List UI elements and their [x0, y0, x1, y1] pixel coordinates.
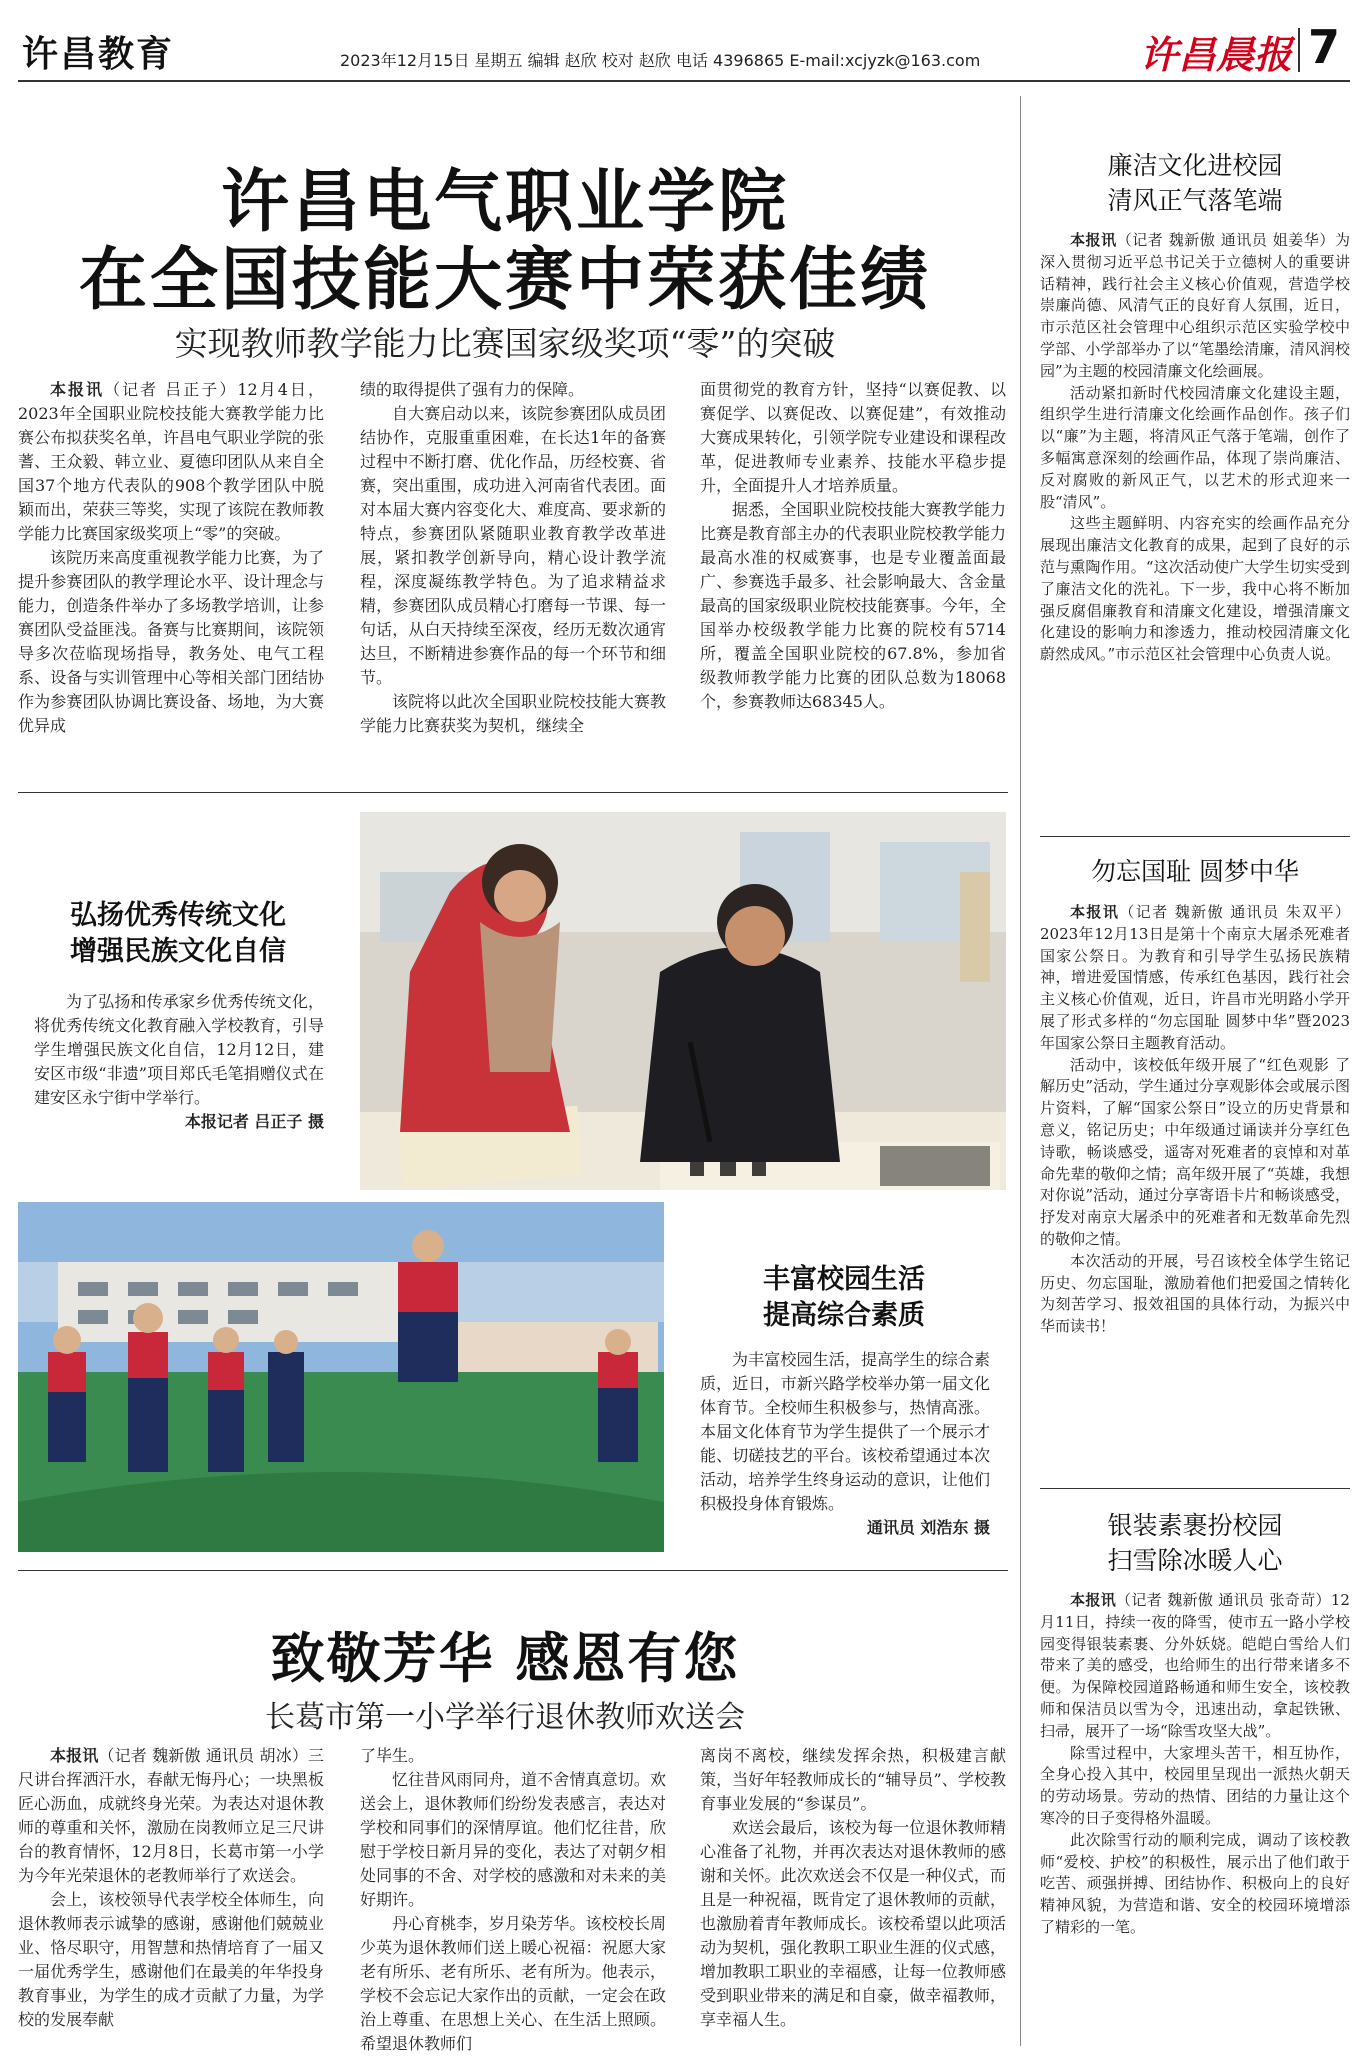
paragraph: 活动紧扣新时代校园清廉文化建设主题，组织学生进行清廉文化绘画作品创作。孩子们以“廉”为主题，将清风正气落于笔端，创作了多幅寓意深刻的绘画作品，体现了崇尚廉洁、反对腐败的新风正气，以艺术的形式迎来一股“清风”。 [1040, 383, 1350, 511]
paragraph: 这些主题鲜明、内容充实的绘画作品充分展现出廉洁文化教育的成果，起到了良好的示范与熏陶作用。“这次活动使广大学生切实受到了廉洁文化的洗礼。下一步，我中心将不断加强反腐倡廉教育和清廉文化建设，增强清廉文化建设的影响力和渗透力，推动校园清廉文化蔚然成风。”市示范区社会管理中心负责人说。 [1040, 514, 1350, 664]
header-info: 2023年12月15日 星期五 编辑 赵欣 校对 赵欣 电话 4396865 E-mail:xcjyzk@163.com [340, 51, 981, 70]
lead-subtitle: 实现教师教学能力比赛国家级奖项“零”的突破 [174, 324, 836, 363]
photo1-caption [34, 990, 324, 1134]
sidebar-story3-body [1040, 1590, 1350, 1939]
photo-credit: 通讯员 刘浩东 摄 [866, 1518, 990, 1537]
sidebar-story1-title [1040, 148, 1350, 218]
paragraph: （记者 魏新傲 通讯员 姐姜华）为深入贯彻习近平总书记关于立德树人的重要讲话精神，践行社会主义核心价值观，营造学校崇廉尚德、风清气正的良好育人氛围，近日，市示范区社会管理中心组织示范区实验学校中学部、小学部举办了以“笔墨绘清廉，清风润校园”为主题的校园清廉文化绘画展。 [1040, 231, 1350, 380]
paragraph: 自大赛启动以来，该院参赛团队成员团结协作，克服重重困难，在长达1年的备赛过程中不断打磨、优化作品，历经校赛、省赛，突出重围，成功进入河南省代表团。面对本届大赛内容变化大、难度高、要求新的特点，参赛团队紧随职业教育教学改革进展，紧扣教学创新导向，精心设计教学流程，深度凝练教学特色。为了追求精益求精，参赛团队成员精心打磨每一节课、每一句话，从白天持续至深夜，经历无数次通宵达旦，不断精进参赛作品的每一个环节和细节。 [360, 404, 666, 687]
paragraph: 除雪过程中，大家埋头苦干，相互协作，全身心投入其中，校园里呈现出一派热火朝天的劳动场景。劳动的热情、团结的力量让这个寒冷的日子变得格外温暖。 [1040, 1743, 1350, 1827]
sidebar-story2-body [1040, 902, 1350, 1338]
sidebar-story3-title [1040, 1508, 1350, 1578]
title-line: 清风正气落笔端 [1107, 186, 1283, 215]
lead-dateline: 本报讯 [50, 380, 105, 399]
paragraph: 忆往昔风雨同舟，道不舍情真意切。欢送会上，退休教师们纷纷发表感言，表达对学校和同事们的深情厚谊。他们忆往昔，欣慰于学校日新月异的变化，表达了对朝夕相处同事的不舍、对学校的感激和对未来的美好期许。 [360, 1770, 666, 1909]
paragraph: 活动中，该校低年级开展了“红色观影 了解历史”活动，学生通过分享观影体会或展示图片资料，了解“国家公祭日”设立的历史背景和意义，铭记历史；中年级通过诵读并分享红色诗歌，畅谈感受，遥寄对死难者的哀悼和对革命先辈的敬仰之情；高年级开展了“英雄，我想对你说”活动，通过分享寄语卡片和畅谈感受，抒发对南京大屠杀中的死难者和无数革命先烈的敬仰之情。 [1040, 1055, 1350, 1248]
page-number: 7 [1308, 20, 1341, 74]
sidebar-rule [1040, 1488, 1350, 1489]
paragraph: 丹心育桃李，岁月染芳华。该校校长周少英为退休教师们送上暖心祝福：祝愿大家老有所乐、老有所乐、老有所为。他表示，学校不会忘记大家作出的贡献，一定会在政治上尊重、在思想上关心、在生活上照顾。希望退休教师们 [360, 1914, 666, 2053]
photo-credit: 本报记者 吕正子 摄 [184, 1112, 324, 1131]
paragraph: 该院历来高度重视教学能力比赛，为了提升参赛团队的教学理论水平、设计理念与能力，创造条件举办了多场教学培训，让参赛团队受益匪浅。备赛与比赛期间，该院领导多次莅临现场指导，教务处、电气工程系、设备与实训管理中心等相关部门团结协作为参赛团队协调比赛设备、场地，为大赛优异成 [18, 548, 324, 735]
photo2-caption [700, 1348, 990, 1540]
photo2-title-line1: 丰富校园生活 [763, 1264, 925, 1295]
lead-dateline: 本报讯 [1070, 903, 1120, 921]
paper-logo: 许昌晨报 [1140, 32, 1293, 77]
paragraph: 绩的取得提供了强有力的保障。 [360, 380, 585, 399]
paragraph: （记者 魏新傲 通讯员 胡冰）三尺讲台挥洒汗水，春献无悔丹心；一块黑板匠心沥血，成就终身光荣。为表达对退休教师的尊重和关怀，激励在岗教师立足三尺讲台的教育情怀，12月8日，长葛市第一小学为今年光荣退休的老教师举行了欢送会。 [18, 1746, 324, 1885]
paragraph: 面贯彻党的教育方针，坚持“以赛促教、以赛促学、以赛促改、以赛促建”，有效推动大赛成果转化，引领学院专业建设和课程改革，促进教师专业素养、技能水平稳步提升，全面提升人才培养质量。 [700, 380, 1006, 495]
photo1-title-line1: 弘扬优秀传统文化 [70, 900, 286, 931]
logo-divider [1298, 28, 1300, 72]
section-name: 许昌教育 [22, 34, 175, 75]
paragraph: 离岗不离校，继续发挥余热，积极建言献策，当好年轻教师成长的“辅导员”、学校教育事业发展的“参谋员”。 [700, 1746, 1006, 1813]
paragraph: 欢送会最后，该校为每一位退休教师精心准备了礼物，并再次表达对退休教师的感谢和关怀。此次欢送会不仅是一种仪式，而且是一种祝福，既肯定了退休教师的贡献，也激励着青年教师成长。该校希望以此项活动为契机，强化教职工职业生涯的仪式感，增加教职工职业的幸福感，让每一位教师感受到职业带来的满足和自豪，做幸福教师，享幸福人生。 [700, 1818, 1006, 2029]
paragraph: 本次活动的开展，号召该校全体学生铭记历史、勿忘国耻，激励着他们把爱国之情转化为刻苦学习、报效祖国的具体行动，为振兴中华而读书！ [1040, 1251, 1350, 1336]
paragraph: 会上，该校领导代表学校全体师生，向退休教师表示诚挚的感谢，感谢他们兢兢业业、恪尽职守，用智慧和热情培育了一届又一届优秀学生，感谢他们在最美的年华投身教育事业，为学生的成才贡献了力量，为学校的发展奉献 [18, 1890, 324, 2029]
sidebar-divider [1020, 96, 1021, 2046]
photo1-title [18, 898, 338, 970]
lead-dateline: 本报讯 [50, 1746, 99, 1765]
lead-dateline: 本报讯 [1070, 231, 1117, 249]
bottom-title: 致敬芳华 感恩有您 [270, 1627, 740, 1690]
photo2-title [682, 1262, 1006, 1334]
bottom-column-1 [18, 1744, 324, 2032]
lead-column-2 [360, 378, 666, 738]
lead-column-1 [18, 378, 324, 738]
sports-festival-photo [18, 1202, 664, 1552]
bottom-subtitle: 长葛市第一小学举行退休教师欢送会 [265, 1700, 745, 1735]
sidebar-story1-body [1040, 230, 1350, 666]
paragraph: （记者 魏新傲 通讯员 张奇苛）12月11日，持续一夜的降雪，使市五一路小学校园变得银装素裹、分外妖娆。皑皑白雪给人们带来了美的感受，也给师生的出行带来诸多不便。为保障校园道路畅通和师生安全，该校教师和保洁员以雪为令，迅速出动，拿起铁锹、扫帚，展开了一场“除雪攻坚大战”。 [1040, 1591, 1350, 1740]
paragraph: 此次除雪行动的顺利完成，调动了该校教师“爱校、护校”的积极性，展示出了他们敢于吃苦、顽强拼搏、团结协作、积极向上的良好精神风貌，为营造和谐、安全的校园环境增添了精彩的一笔。 [1040, 1830, 1350, 1936]
caption-text: 为丰富校园生活，提高学生的综合素质，近日，市新兴路学校举办第一届文化体育节。全校师生积极参与，热情高涨。本届文化体育节为学生提供了一个展示才能、切磋技艺的平台。该校希望通过本次活动，培养学生终身运动的意识，让他们积极投身体育锻炼。 [700, 1350, 990, 1513]
paragraph: 据悉，全国职业院校技能大赛教学能力比赛是教育部主办的代表职业院校教学能力最高水准的权威赛事，也是专业覆盖面最广、参赛选手最多、社会影响最大、含金量最高的国家级职业院校技能赛事。今年，全国举办校级教学能力比赛的院校有5714所，覆盖全国职业院校的67.8%，参加省级教师教学能力比赛的团队总数为18068个，参赛教师达68345人。 [700, 500, 1006, 711]
paragraph: （记者 吕正子）12月4日，2023年全国职业院校技能大赛教学能力比赛公布拟获奖名单，许昌电气职业学院的张蓍、王众毅、韩立业、夏德印团队从来自全国37个地方代表队的908个教学团队中脱颖而出，荣获三等奖，实现了该院在教师教学能力比赛国家级奖项上“零”的突破。 [18, 380, 324, 543]
paragraph: （记者 魏新傲 通讯员 朱双平）2023年12月13日是第十个南京大屠杀死难者国家公祭日。为教育和引导学生弘扬民族精神，增进爱国情感，传承红色基因，践行社会主义核心价值观，近日，许昌市光明路小学开展了形式多样的“勿忘国耻 圆梦中华”暨2023年国家公祭日主题教育活动。 [1040, 903, 1350, 1052]
title-line: 银装素裹扮校园 [1107, 1511, 1283, 1540]
sidebar-rule [1040, 836, 1350, 837]
bottom-column-2 [360, 1744, 666, 2056]
sidebar-story2-title: 勿忘国耻 圆梦中华 [1091, 857, 1299, 886]
lead-dateline: 本报讯 [1070, 1591, 1117, 1609]
caption-text: 为了弘扬和传承家乡优秀传统文化，将优秀传统文化教育融入学校教育，引导学生增强民族文化自信，12月12日，建安区市级“非遗”项目郑氏毛笔捐赠仪式在建安区永宁街中学举行。 [34, 992, 324, 1107]
lead-column-3 [700, 378, 1006, 714]
photo1-title-line2: 增强民族文化自信 [70, 936, 286, 967]
paragraph: 该院将以此次全国职业院校技能大赛教学能力比赛获奖为契机，继续全 [360, 692, 666, 735]
bottom-column-3 [700, 1744, 1006, 2032]
section-rule [18, 1570, 1008, 1571]
title-line: 扫雪除冰暖人心 [1107, 1546, 1283, 1575]
lead-title-line2: 在全国技能大赛中荣获佳绩 [78, 241, 931, 320]
calligraphy-photo [360, 812, 1006, 1190]
title-line: 廉洁文化进校园 [1107, 151, 1283, 180]
header-rule [18, 80, 1350, 82]
photo2-title-line2: 提高综合素质 [763, 1300, 925, 1331]
paragraph: 了毕生。 [360, 1746, 425, 1765]
section-rule [18, 792, 1008, 793]
lead-title-line1: 许昌电气职业学院 [220, 163, 789, 242]
